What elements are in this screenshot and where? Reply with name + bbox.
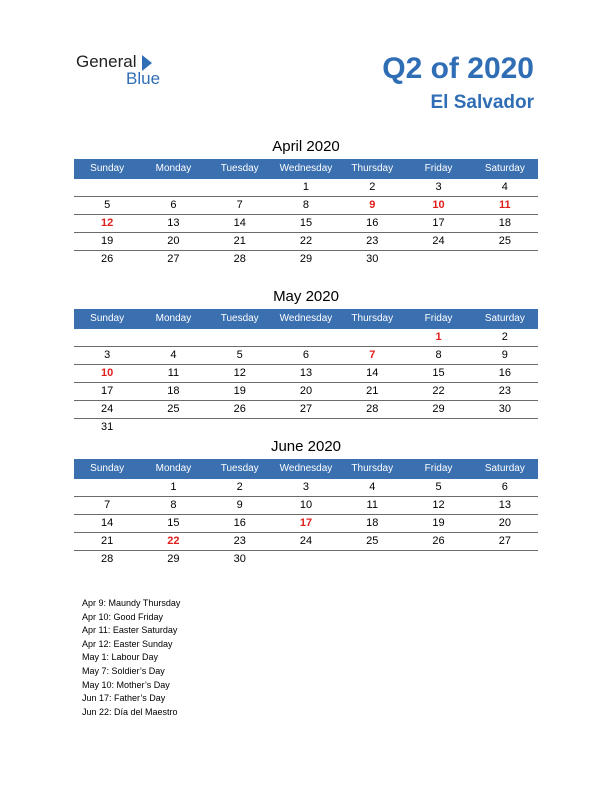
holiday-date-cell: 10 xyxy=(101,367,114,379)
date-cell xyxy=(140,329,206,346)
date-cell: 6 xyxy=(302,349,310,361)
holiday-date-cell: 10 xyxy=(432,199,445,211)
date-cell: 30 xyxy=(233,553,246,565)
date-cell xyxy=(339,329,405,346)
date-cell: 20 xyxy=(498,517,511,529)
date-cell: 25 xyxy=(498,235,511,247)
date-cell: 8 xyxy=(170,499,177,511)
month-june xyxy=(74,436,538,568)
logo xyxy=(76,52,186,92)
date-cell: 14 xyxy=(233,217,246,229)
quarter-title: Q2 of 2020 xyxy=(382,52,534,85)
month-title: June 2020 xyxy=(270,438,342,455)
weekday-label: Thursday xyxy=(351,313,394,324)
date-cell: 19 xyxy=(432,517,445,529)
date-cell: 4 xyxy=(369,481,376,493)
week-row xyxy=(74,251,538,268)
date-cell: 20 xyxy=(299,385,313,397)
date-cell: 31 xyxy=(101,421,114,433)
date-cell xyxy=(74,329,140,346)
date-cell: 21 xyxy=(101,535,114,547)
date-cell: 16 xyxy=(498,367,511,379)
date-cell: 4 xyxy=(501,181,508,193)
date-cell: 14 xyxy=(366,367,379,379)
weekday-label: Tuesday xyxy=(220,313,259,324)
holiday-list-item: Apr 10: Good Friday xyxy=(82,611,164,622)
date-cell: 16 xyxy=(366,217,379,229)
date-cell: 29 xyxy=(432,403,445,415)
date-cell: 15 xyxy=(432,367,445,379)
holiday-list-item: Apr 9: Maundy Thursday xyxy=(82,598,181,608)
week-row xyxy=(74,215,538,233)
logo-word-blue: Blue xyxy=(126,69,161,88)
week-row xyxy=(74,365,538,383)
date-cell: 19 xyxy=(233,385,246,397)
holiday-list xyxy=(82,597,180,719)
date-cell: 4 xyxy=(170,349,177,361)
week-row xyxy=(74,419,538,436)
date-cell: 3 xyxy=(435,181,442,193)
date-cell: 2 xyxy=(501,331,508,343)
week-row xyxy=(74,479,538,497)
date-cell: 13 xyxy=(167,217,180,229)
holiday-list-item: Jun 22: Día del Maestro xyxy=(82,706,178,717)
date-cell xyxy=(472,251,538,268)
date-cell: 8 xyxy=(302,199,310,211)
weekday-label: Sunday xyxy=(90,463,125,474)
date-cell: 2 xyxy=(236,481,243,493)
holiday-date-cell: 12 xyxy=(101,217,114,229)
week-row xyxy=(74,347,538,365)
date-cell: 12 xyxy=(233,367,246,379)
holiday-date-cell: 7 xyxy=(369,349,376,361)
date-cell xyxy=(140,419,206,436)
weekday-label: Thursday xyxy=(351,463,394,474)
date-cell: 24 xyxy=(432,235,445,247)
date-cell: 7 xyxy=(104,499,111,511)
date-cell xyxy=(207,329,273,346)
date-cell: 9 xyxy=(501,349,508,361)
weekday-label: Tuesday xyxy=(220,163,259,174)
date-cell: 24 xyxy=(101,403,114,415)
date-cell: 21 xyxy=(366,385,379,397)
date-cell: 26 xyxy=(233,403,246,415)
weekday-header-row xyxy=(74,309,538,329)
date-cell: 18 xyxy=(366,517,379,529)
holiday-list-item: Apr 11: Easter Saturday xyxy=(82,625,178,636)
date-cell: 30 xyxy=(498,403,511,415)
date-cell: 15 xyxy=(167,517,180,529)
weekday-label: Sunday xyxy=(90,313,125,324)
week-row xyxy=(74,197,538,215)
holiday-date-cell: 17 xyxy=(299,517,313,529)
week-row xyxy=(74,551,538,568)
holiday-date-cell: 11 xyxy=(499,199,511,211)
holiday-list-item: Jun 17: Father’s Day xyxy=(82,693,166,704)
date-cell: 23 xyxy=(366,235,379,247)
weekday-label: Saturday xyxy=(484,163,525,174)
week-row xyxy=(74,497,538,515)
month-april xyxy=(74,136,538,268)
week-row xyxy=(74,179,538,197)
date-cell: 23 xyxy=(233,535,246,547)
weekday-label: Friday xyxy=(424,313,453,324)
weekday-label: Monday xyxy=(155,313,192,324)
holiday-list-item: May 7: Soldier’s Day xyxy=(82,665,165,676)
week-row xyxy=(74,515,538,533)
date-cell: 11 xyxy=(167,367,180,379)
holiday-date-cell: 9 xyxy=(369,199,376,211)
date-cell xyxy=(339,551,405,568)
date-cell: 28 xyxy=(366,403,379,415)
date-cell xyxy=(472,419,538,436)
date-cell: 6 xyxy=(501,481,508,493)
date-cell: 6 xyxy=(170,199,177,211)
weekday-label: Wednesday xyxy=(279,313,333,324)
date-cell: 23 xyxy=(498,385,511,397)
date-cell: 30 xyxy=(366,253,379,265)
week-row xyxy=(74,401,538,419)
date-cell xyxy=(74,479,140,496)
date-cell xyxy=(273,551,339,568)
weekday-label: Saturday xyxy=(484,463,525,474)
date-cell: 13 xyxy=(498,499,511,511)
date-cell: 5 xyxy=(435,481,442,493)
date-cell: 25 xyxy=(366,535,379,547)
date-cell xyxy=(207,179,273,196)
date-cell: 24 xyxy=(299,535,313,547)
holiday-list-item: May 10: Mother’s Day xyxy=(82,679,170,690)
week-row xyxy=(74,233,538,251)
date-cell: 20 xyxy=(167,235,180,247)
date-cell: 22 xyxy=(299,235,313,247)
date-cell xyxy=(273,329,339,346)
holiday-date-cell: 22 xyxy=(167,535,180,547)
week-row xyxy=(74,383,538,401)
date-cell: 13 xyxy=(299,367,313,379)
weekday-label: Saturday xyxy=(484,313,525,324)
date-cell xyxy=(273,419,339,436)
date-cell xyxy=(74,179,140,196)
date-cell: 7 xyxy=(236,199,243,211)
date-cell: 29 xyxy=(167,553,180,565)
weekday-header-row xyxy=(74,159,538,179)
date-cell: 1 xyxy=(302,181,310,193)
date-cell: 22 xyxy=(432,385,445,397)
date-cell: 8 xyxy=(435,349,442,361)
date-cell: 9 xyxy=(236,499,243,511)
holiday-date-cell: 1 xyxy=(435,331,442,343)
date-cell: 2 xyxy=(369,181,376,193)
month-may xyxy=(74,286,538,436)
month-title: April 2020 xyxy=(272,138,340,155)
weekday-label: Monday xyxy=(155,463,192,474)
date-cell: 26 xyxy=(432,535,445,547)
month-title: May 2020 xyxy=(273,288,339,305)
country-title: El Salvador xyxy=(430,92,534,113)
weekday-label: Wednesday xyxy=(279,163,333,174)
date-cell xyxy=(140,179,206,196)
date-cell: 17 xyxy=(101,385,114,397)
date-cell xyxy=(405,551,471,568)
date-cell: 27 xyxy=(498,535,511,547)
date-cell: 25 xyxy=(167,403,180,415)
date-cell: 11 xyxy=(366,499,378,511)
date-cell xyxy=(339,419,405,436)
weekday-label: Sunday xyxy=(90,163,125,174)
date-cell: 3 xyxy=(302,481,310,493)
date-cell xyxy=(472,551,538,568)
date-cell xyxy=(405,251,471,268)
date-cell: 27 xyxy=(299,403,313,415)
date-cell: 27 xyxy=(167,253,180,265)
weekday-label: Wednesday xyxy=(279,463,333,474)
weekday-label: Monday xyxy=(155,163,192,174)
date-cell: 12 xyxy=(432,499,445,511)
week-row xyxy=(74,329,538,347)
date-cell: 10 xyxy=(299,499,313,511)
weekday-label: Tuesday xyxy=(220,463,259,474)
date-cell: 14 xyxy=(101,517,114,529)
holiday-list-item: May 1: Labour Day xyxy=(82,652,159,663)
date-cell xyxy=(405,419,471,436)
date-cell: 18 xyxy=(167,385,180,397)
weekday-label: Friday xyxy=(424,163,453,174)
date-cell: 18 xyxy=(498,217,511,229)
weekday-label: Friday xyxy=(424,463,453,474)
date-cell: 29 xyxy=(299,253,313,265)
date-cell xyxy=(207,419,273,436)
date-cell: 28 xyxy=(233,253,246,265)
weekday-header-row xyxy=(74,459,538,479)
date-cell: 16 xyxy=(233,517,246,529)
weekday-label: Thursday xyxy=(351,163,394,174)
date-cell: 5 xyxy=(104,199,111,211)
logo-word-general: General xyxy=(76,52,137,71)
date-cell: 17 xyxy=(432,217,445,229)
date-cell: 21 xyxy=(233,235,246,247)
date-cell: 5 xyxy=(236,349,243,361)
holiday-list-item: Apr 12: Easter Sunday xyxy=(82,638,173,649)
date-cell: 3 xyxy=(104,349,111,361)
date-cell: 26 xyxy=(101,253,114,265)
date-cell: 15 xyxy=(299,217,313,229)
week-row xyxy=(74,533,538,551)
date-cell: 28 xyxy=(101,553,114,565)
date-cell: 1 xyxy=(170,481,177,493)
date-cell: 19 xyxy=(101,235,114,247)
